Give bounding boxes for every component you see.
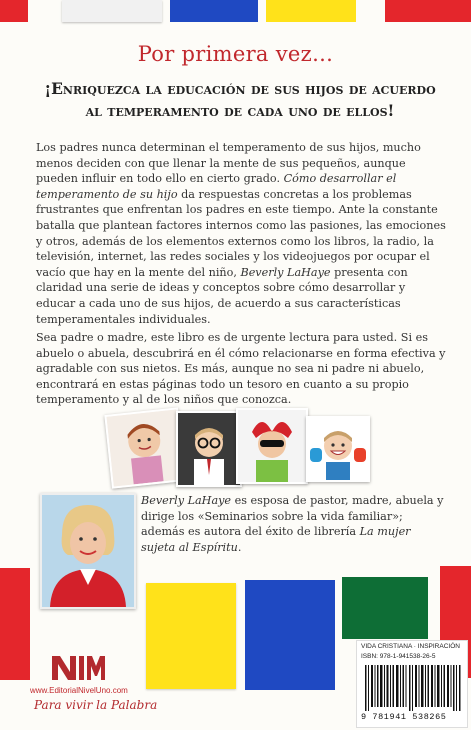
top-block-white [62,0,162,22]
top-block-yellow [266,0,356,22]
child-photo-4 [306,416,370,482]
child-illustration-1 [107,410,184,487]
description-paragraph-2: Sea padre o madre, este libro es de urgente lectura para usted. Si es abuelo o abuela, descubrirá en él cómo relacionarse en forma efectiva y agradable con sus nietos. Es más, aunque no sea ni padre ni abuelo, encontrará en estas páginas todo un tesoro en cuanto a su propio temperamento y al de los niños que conozca. [36,331,446,407]
p1-author-name: Beverly LaHaye [240,265,331,279]
author-portrait [42,495,134,607]
cover-subheading [40,78,440,122]
top-block-red [0,0,28,22]
bio-text-b: . [237,540,242,554]
cover-heading: Por primera vez… [137,42,334,66]
bio-author-name: Beverly LaHaye [141,494,232,507]
p1-text-c: presenta con claridad una serie de ideas y conceptos sobre cómo desarrollar y educar a cada uno de sus hijos, de acuerdo a sus características temperamentales individuales. [36,265,408,326]
barcode-number: 9 781941 538265 [361,712,447,722]
barcode-category: VIDA CRISTIANA · INSPIRACIÓN [361,643,460,650]
barcode-box [356,640,468,728]
p1-book-title: Cómo desarrollar el temperamento de su hijo [36,172,397,201]
child-photo-2 [176,411,242,487]
subheading-line-2: al temperamento de cada uno de ellos! [85,101,395,120]
bottom-block-blue [245,580,335,690]
author-photo [40,493,136,609]
barcode-isbn: ISBN: 978-1-941538-26-5 [361,653,436,660]
publisher-url: www.EditorialNivelUno.com [30,686,128,695]
child-photo-1 [104,407,185,488]
barcode-bars [365,665,461,711]
bio-text-a: es esposa de pastor, madre, abuela y dirige los «Seminarios sobre la vida familiar»; además es autora del éxito de librería [141,494,444,539]
bio-book-title: La mujer sujeta al Espíritu [141,525,411,554]
child-illustration-2 [178,413,240,485]
author-bio [141,493,446,555]
top-block-red-right [385,0,471,22]
description-paragraph-1 [36,140,446,327]
child-illustration-3 [238,410,306,482]
top-block-blue [170,0,258,22]
bottom-block-yellow [146,583,236,689]
bottom-block-red-left [0,568,30,680]
p1-text-b: da respuestas concretas a los problemas frustrantes que enfrentan los padres en este tiempo. Ante la constante batalla que plantean factores internos como las pasiones, las emociones y otros, además de los elementos externos como los libros, la radio, la televisión, internet, las redes sociales y los videojuegos por ocupar el vacío que hay en la mente del niño, [36,187,446,279]
child-illustration-4 [308,418,368,480]
p1-text-a: Los padres nunca determinan el temperamento de sus hijos, mucho menos deciden con que llenar la mente de sus pequeños, aunque pueden influir en todo ello en cierto grado. [36,141,421,186]
child-photo-3 [236,408,308,484]
subheading-line-1: ¡Enriquezca la educación de sus hijos de acuerdo [44,79,436,98]
publisher-tagline: Para vivir la Palabra [34,698,158,712]
nivel-uno-logo-mark [48,652,108,682]
bottom-block-green [342,577,428,639]
